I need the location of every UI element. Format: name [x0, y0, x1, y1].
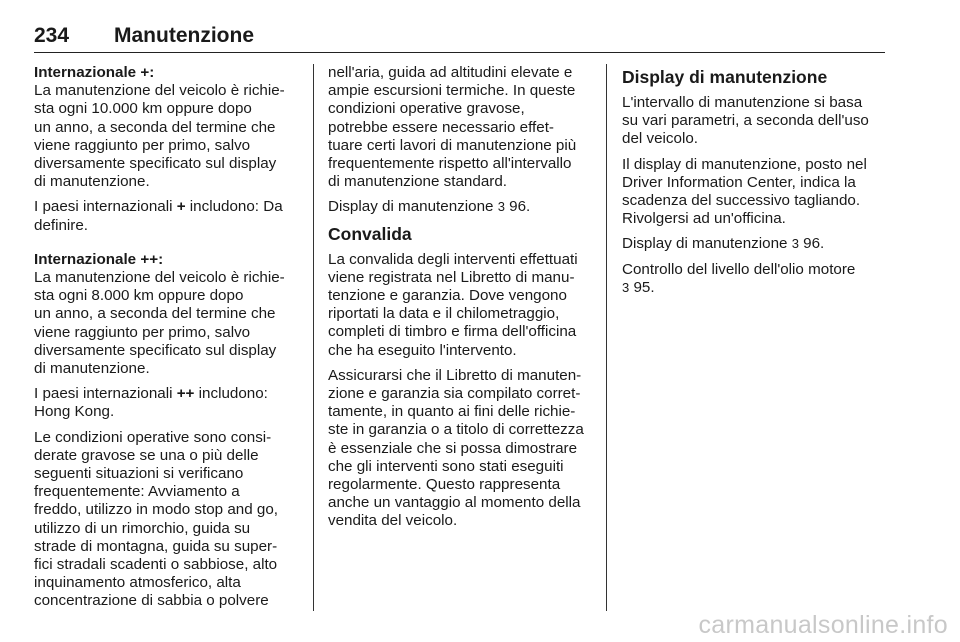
text-line: tamente, in quanto ai fini delle richie-	[328, 403, 576, 421]
cross-reference[interactable]	[328, 198, 594, 216]
text-line: tenzione e garanzia. Dove vengono	[328, 287, 567, 305]
text-line	[328, 198, 594, 216]
text-line: Assicurarsi che il Libretto di manuten-	[328, 366, 582, 384]
paragraph-severe-conditions	[34, 429, 300, 611]
text-line	[34, 385, 300, 403]
text-line: regolarmente. Questo rappresenta	[328, 476, 561, 494]
text-line: ampie escursioni termiche. In queste	[328, 82, 576, 100]
text-line: di manutenzione standard.	[328, 173, 507, 191]
text-line: strade di montagna, guida su super-	[34, 537, 278, 555]
text-line: che gli interventi sono stati eseguiti	[328, 457, 564, 475]
text-line: Il display di manutenzione, posto nel	[622, 155, 867, 173]
text-line: Le condizioni operative sono consi-	[34, 428, 272, 446]
text-line: frequentemente rispetto all'intervallo	[328, 155, 572, 173]
text-line: concentrazione di sabbia o polvere	[34, 592, 269, 610]
text-line: ste in garanzia o a titolo di correttezza	[328, 421, 584, 439]
text-line	[622, 279, 888, 297]
paragraph-display-1	[622, 94, 888, 149]
text-line: freddo, utilizzo in modo stop and go,	[34, 501, 278, 519]
column-divider	[313, 64, 314, 611]
section-label: Internazionale +:	[34, 64, 155, 81]
column-middle	[328, 64, 594, 538]
text-fragment: I paesi internazionali	[34, 198, 177, 216]
paragraph-display-2	[622, 156, 888, 229]
text-line: su vari parametri, a seconda dell'uso	[622, 112, 869, 130]
text-line: utilizzo di un rimorchio, guida su	[34, 519, 251, 537]
watermark: carmanualsonline.info	[698, 611, 948, 639]
paragraph-countries-plusplus	[34, 385, 300, 421]
text-line	[622, 235, 888, 253]
text-line: viene raggiunto per primo, salvo	[34, 136, 251, 154]
column-right	[622, 64, 888, 304]
cross-reference[interactable]	[622, 235, 888, 253]
text-line: L'intervallo di manutenzione si basa	[622, 94, 863, 111]
plusplus-mark: ++	[176, 385, 195, 403]
paragraph-internazionale-plus	[34, 64, 300, 191]
text-line: è essenziale che si possa dimostrare	[328, 439, 578, 457]
text-line: anche un vantaggio al momento della	[328, 494, 581, 512]
text-line: seguenti situazioni si verificano	[34, 465, 244, 483]
paragraph-convalida-1	[328, 251, 594, 360]
text-line: Driver Information Center, indica la	[622, 173, 856, 191]
text-line: che ha eseguito l'intervento.	[328, 341, 517, 359]
text-line: potrebbe essere necessario effet-	[328, 118, 554, 136]
text-line: La manutenzione del veicolo è richie-	[34, 82, 285, 100]
text-line: del veicolo.	[622, 130, 698, 148]
text-line: riportati la data e il chilometraggio,	[328, 305, 560, 323]
text-line: sta ogni 8.000 km oppure dopo	[34, 287, 244, 305]
text-line: di manutenzione.	[34, 173, 150, 191]
text-line: frequentemente: Avviamento a	[34, 483, 240, 501]
text-line: diversamente specificato sul display	[34, 155, 277, 173]
text-fragment: includono: Da	[185, 198, 283, 216]
text-line: Controllo del livello dell'olio motore	[622, 260, 856, 278]
text-line: scadenza del successivo tagliando.	[622, 192, 861, 210]
text-line	[34, 198, 300, 216]
text-line: La manutenzione del veicolo è richie-	[34, 269, 285, 287]
text-fragment: I paesi internazionali	[34, 385, 177, 403]
reference-label: Display di manutenzione	[328, 198, 498, 216]
page-title: Manutenzione	[114, 24, 254, 47]
paragraph-convalida-2	[328, 367, 594, 531]
column-divider	[606, 64, 607, 611]
paragraph-countries-plus	[34, 198, 300, 234]
text-line: un anno, a seconda del termine che	[34, 305, 276, 323]
text-line: inquinamento atmosferico, alta	[34, 574, 241, 592]
text-line: derate gravose se una o più delle	[34, 446, 259, 464]
text-line: sta ogni 10.000 km oppure dopo	[34, 100, 252, 118]
text-line: definire.	[34, 216, 89, 234]
column-left	[34, 64, 300, 618]
text-line: Hong Kong.	[34, 403, 115, 421]
page-ref-arrow-icon: 3	[791, 236, 799, 252]
text-line: fici stradali scadenti o sabbiose, alto	[34, 556, 278, 574]
reference-page: 96.	[504, 198, 531, 216]
text-line: La convalida degli interventi effettuati	[328, 250, 578, 268]
page-ref-arrow-icon: 3	[622, 279, 630, 295]
reference-page: 96.	[798, 235, 825, 253]
plus-mark: +	[176, 198, 186, 216]
text-line: vendita del veicolo.	[328, 512, 458, 530]
text-line: viene raggiunto per primo, salvo	[34, 323, 251, 341]
cross-reference[interactable]	[622, 261, 888, 297]
page-header	[34, 24, 885, 53]
text-line: tuare certi lavori di manutenzione più	[328, 136, 577, 154]
text-line: condizioni operative gravose,	[328, 100, 525, 118]
text-line: zione e garanzia sia compilato corret-	[328, 385, 581, 403]
text-line: nell'aria, guida ad altitudini elevate e	[328, 64, 573, 81]
text-line: completi di timbro e firma dell'officina	[328, 323, 577, 341]
section-heading-convalida: Convalida	[328, 223, 412, 244]
text-line: viene registrata nel Libretto di manu-	[328, 268, 575, 286]
reference-page: 95.	[629, 278, 655, 296]
page-number: 234	[34, 24, 70, 47]
paragraph-internazionale-plusplus	[34, 251, 300, 378]
paragraph-continuation	[328, 64, 594, 191]
text-fragment: includono:	[194, 385, 268, 403]
text-line: un anno, a seconda del termine che	[34, 118, 276, 136]
section-label: Internazionale ++:	[34, 250, 164, 268]
text-line: Rivolgersi ad un'officina.	[622, 210, 786, 228]
text-line: diversamente specificato sul display	[34, 341, 277, 359]
reference-label: Display di manutenzione	[622, 235, 792, 253]
section-heading-display: Display di manutenzione	[622, 67, 828, 87]
text-line: di manutenzione.	[34, 360, 150, 378]
page-ref-arrow-icon: 3	[497, 199, 505, 215]
